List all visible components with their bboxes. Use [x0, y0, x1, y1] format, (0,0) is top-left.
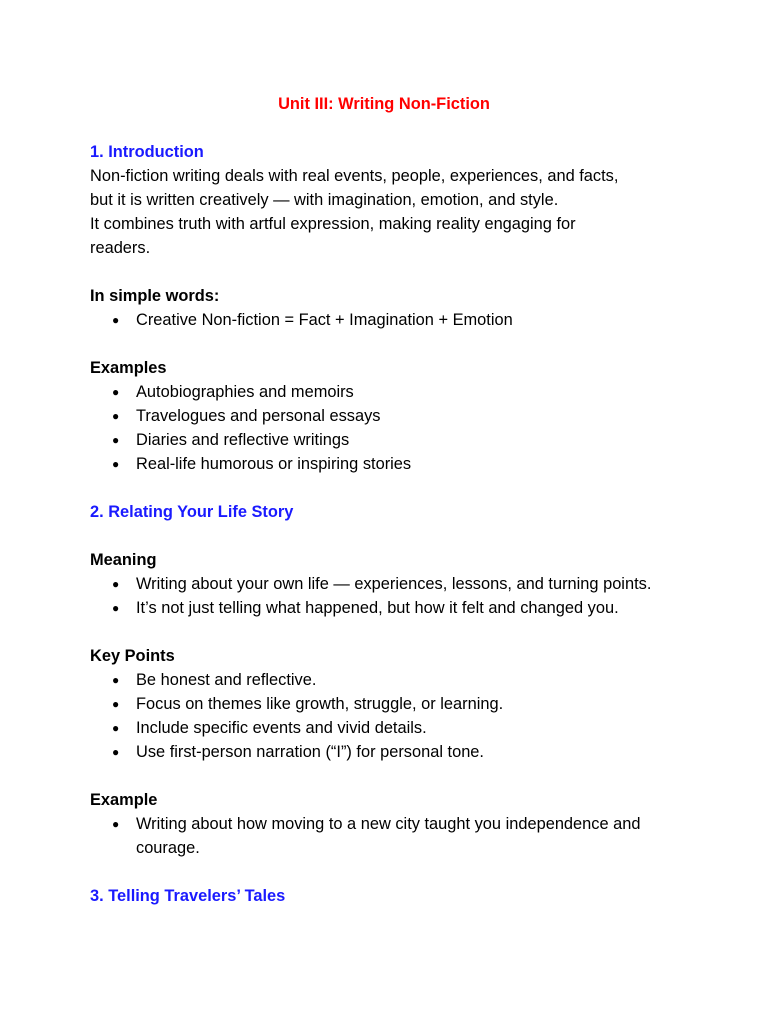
bullet-icon: ●: [112, 745, 120, 759]
list-item: [90, 452, 690, 476]
section-heading-introduction: 1. Introduction: [90, 143, 204, 161]
list-item-text: Writing about your own life — experiences, lessons, and turning points.: [136, 575, 652, 593]
list-item-text: Autobiographies and memoirs: [136, 383, 354, 401]
bullet-icon: ●: [112, 313, 120, 327]
subheading-in-simple-words: In simple words:: [90, 287, 220, 305]
list-item: [90, 668, 690, 692]
list-item: [90, 380, 690, 404]
example-list: [90, 812, 690, 860]
subheading-key-points: Key Points: [90, 647, 175, 665]
simple-words-list: [90, 308, 690, 332]
spacer: [90, 332, 690, 356]
list-item-text: Include specific events and vivid details.: [136, 719, 427, 737]
list-item: [90, 428, 690, 452]
section-heading-life-story: 2. Relating Your Life Story: [90, 503, 294, 521]
bullet-icon: ●: [112, 817, 120, 831]
bullet-icon: ●: [112, 457, 120, 471]
list-item-text: Be honest and reflective.: [136, 671, 317, 689]
subheading-meaning: Meaning: [90, 551, 157, 569]
key-points-list: [90, 668, 690, 764]
list-item: [90, 716, 690, 740]
bullet-icon: ●: [112, 673, 120, 687]
list-item-text: Focus on themes like growth, struggle, or learning.: [136, 695, 504, 713]
list-item: [90, 404, 690, 428]
list-item: [90, 596, 690, 620]
subheading-examples: Examples: [90, 359, 167, 377]
list-item-text: Real-life humorous or inspiring stories: [136, 455, 412, 473]
list-item: [90, 692, 690, 716]
document-body: [90, 92, 690, 908]
list-item: [90, 812, 690, 860]
spacer: [90, 764, 690, 788]
intro-paragraph-line: readers.: [90, 239, 151, 257]
bullet-icon: ●: [112, 577, 120, 591]
bullet-icon: ●: [112, 433, 120, 447]
spacer: [90, 476, 690, 500]
list-item: [90, 308, 690, 332]
bullet-icon: ●: [112, 385, 120, 399]
bullet-icon: ●: [112, 409, 120, 423]
meaning-list: [90, 572, 690, 620]
spacer: [90, 524, 690, 548]
intro-paragraph-line: Non-fiction writing deals with real events, people, experiences, and facts,: [90, 167, 619, 185]
list-item: [90, 740, 690, 764]
list-item-text: Use first-person narration (“I”) for personal tone.: [136, 743, 484, 761]
list-item-text: Travelogues and personal essays: [136, 407, 381, 425]
intro-paragraph-line: but it is written creatively — with imagination, emotion, and style.: [90, 191, 559, 209]
list-item-text: Diaries and reflective writings: [136, 431, 350, 449]
spacer: [90, 620, 690, 644]
intro-paragraph-line: It combines truth with artful expression, making reality engaging for: [90, 215, 576, 233]
list-item: [90, 572, 690, 596]
list-item-text: Writing about how moving to a new city taught you independence and courage.: [136, 815, 641, 857]
bullet-icon: ●: [112, 721, 120, 735]
page-title: Unit III: Writing Non-Fiction: [278, 95, 490, 113]
spacer: [90, 260, 690, 284]
list-item-text: It’s not just telling what happened, but how it felt and changed you.: [136, 599, 619, 617]
subheading-example: Example: [90, 791, 158, 809]
list-item-text: Creative Non-fiction = Fact + Imagination + Emotion: [136, 311, 513, 329]
bullet-icon: ●: [112, 697, 120, 711]
bullet-icon: ●: [112, 601, 120, 615]
examples-list: [90, 380, 690, 476]
spacer: [90, 860, 690, 884]
section-heading-travelers-tales: 3. Telling Travelers’ Tales: [90, 887, 286, 905]
